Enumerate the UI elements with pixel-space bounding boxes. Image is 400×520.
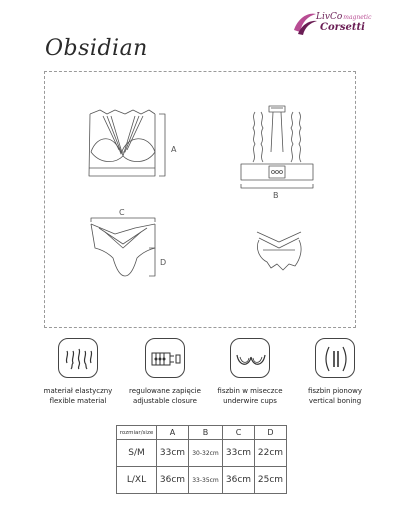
- size-column-header: C: [223, 426, 255, 440]
- brand-name-line2: Corsetti: [320, 22, 365, 33]
- product-title: Obsidian: [45, 36, 148, 61]
- feature-label-en: underwire cups: [223, 397, 277, 405]
- size-value: 30-32cm: [189, 440, 223, 467]
- dimension-d-line: [149, 248, 155, 276]
- size-value: 33-35cm: [189, 467, 223, 494]
- feature-label-en: adjustable closure: [133, 397, 197, 405]
- bra-front-drawing: [89, 110, 155, 176]
- feature-label-pl: fiszbin pionowy: [307, 387, 363, 395]
- feature-label-pl: fiszbin w miseczce: [217, 387, 283, 395]
- dimension-a-label: A: [171, 145, 177, 154]
- dimension-b-label: B: [273, 191, 279, 200]
- feature-list: [0, 338, 400, 418]
- size-label: L/XL: [117, 467, 157, 494]
- size-value: 22cm: [255, 440, 287, 467]
- product-diagrams: [45, 72, 357, 329]
- feature-label-pl: regulowane zapięcie: [129, 387, 201, 395]
- panty-back-drawing: [257, 232, 301, 270]
- size-column-header: A: [157, 426, 189, 440]
- size-label: S/M: [117, 440, 157, 467]
- dimension-c-line: [91, 218, 155, 222]
- elastic-material-icon: [58, 338, 98, 378]
- size-table-corner: rozmiar/size: [117, 426, 157, 440]
- size-value: 33cm: [157, 440, 189, 467]
- panty-front-drawing: [91, 224, 155, 276]
- feature-label-en: flexible material: [49, 397, 107, 405]
- feature-item: [28, 338, 128, 406]
- underwire-cups-icon: [230, 338, 270, 378]
- size-column-header: B: [189, 426, 223, 440]
- dimension-c-label: C: [119, 208, 125, 217]
- size-value: 36cm: [157, 467, 189, 494]
- brand-name-line1: LivComagnetic: [316, 12, 372, 22]
- size-value: 33cm: [223, 440, 255, 467]
- table-row: [117, 467, 287, 494]
- adjustable-closure-icon: [145, 338, 185, 378]
- size-value: 25cm: [255, 467, 287, 494]
- brand-logo: [290, 8, 380, 42]
- dimension-b-line: [241, 184, 313, 188]
- feature-label-pl: materiał elastyczny: [43, 387, 113, 395]
- dimension-d-label: D: [160, 258, 167, 267]
- size-column-header: D: [255, 426, 287, 440]
- product-diagram-frame: [44, 71, 356, 328]
- size-table: [116, 425, 287, 494]
- bra-back-drawing: [241, 106, 313, 180]
- size-table-header-row: [117, 426, 287, 440]
- table-row: [117, 440, 287, 467]
- vertical-boning-icon: [315, 338, 355, 378]
- size-value: 36cm: [223, 467, 255, 494]
- feature-item: [285, 338, 385, 406]
- feature-label-en: vertical boning: [308, 397, 362, 405]
- dimension-a-line: [159, 114, 165, 176]
